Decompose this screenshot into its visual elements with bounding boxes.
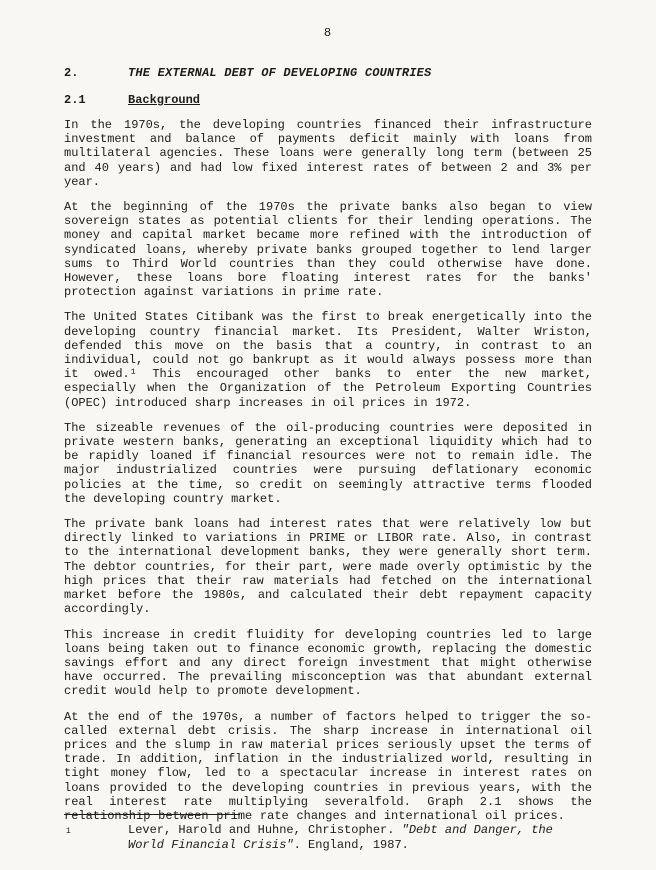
paragraph-2: At the beginning of the 1970s the private banks also began to view sovereign states as potential clients for their lending operations. The money and capital market became more refined with the introduction of syndicated loans, whereby private banks grouped together to lend larger sums to Third World countries than they could otherwise have done. However, these loans bore floating interest rates for the banks' protection against variations in prime rate. [64, 200, 592, 300]
subsection-heading [64, 93, 592, 107]
paragraph-4: The sizeable revenues of the oil-producing countries were deposited in private western banks, generating an exceptional liquidity which had to be rapidly loaned if financial resources were not to remain idle. The major industrialized countries were pursuing deflationary economic policies at the time, so credit on seemingly attractive terms flooded the developing country market. [64, 420, 592, 506]
page-number: 8 [323, 26, 333, 40]
footnote [64, 823, 592, 853]
subsection-title: Background [128, 93, 201, 107]
subsection-number: 2.1 [64, 93, 86, 107]
paragraph-3: The United States Citibank was the first to break energetically into the developing country financial market. Its President, Walter Wriston, defended this move on the basis that a country, in contrast to an individual, could not go bankrupt as it would always possess more than it owed.¹ This encouraged other banks to enter the new market, especially when the Organization of the Petroleum Exporting Countries (OPEC) introduced sharp increases in oil prices in 1972. [64, 310, 592, 410]
footnote-rule [64, 814, 240, 815]
footnote-citation-authors: Lever, Harold and Huhne, Christopher. [128, 823, 402, 837]
section-title: THE EXTERNAL DEBT OF DEVELOPING COUNTRIES [128, 66, 432, 80]
footnote-citation-tail: . England, 1987. [293, 838, 409, 852]
paragraph-5: The private bank loans had interest rates that were relatively low but directly linked to variations in PRIME or LIBOR rate. Also, in contrast to the international development banks, they were generally short term. The debtor countries, for their part, were made overly optimistic by the high prices that their raw materials had fetched on the international market before the 1980s, and calculated their debt repayment capacity accordingly. [64, 517, 592, 617]
footnote-area [64, 814, 592, 853]
footnote-marker: 1 [66, 827, 71, 836]
paragraph-6: This increase in credit fluidity for developing countries led to large loans being taken out to finance economic growth, replacing the domestic savings effort and any direct foreign investment that might otherwise have occurred. The prevailing misconception was that abundant external credit would help to promote development. [64, 627, 592, 699]
footnote-citation-title: "Debt and Danger, the World Financial Crisis" [128, 823, 553, 852]
paragraph-1: In the 1970s, the developing countries financed their infrastructure investment and balance of payments deficit mainly with loans from multilateral agencies. These loans were generally long term (between 25 and 40 years) and had low fixed interest rates of between 2 and 3% per year. [64, 118, 592, 189]
section-heading [64, 66, 592, 80]
section-number: 2. [64, 66, 79, 80]
paragraph-7: At the end of the 1970s, a number of factors helped to trigger the so-called external debt crisis. The sharp increase in international oil prices and the slump in raw material prices seriously upset the terms of trade. In addition, inflation in the industrialized world, resulting in tight money flow, led to a spectacular increase in interest rates on loans provided to the developing countries in previous years, with the real interest rate multiplying severalfold. Graph 2.1 shows the relationship between prime rate changes and international oil prices. [64, 709, 592, 823]
footnote-text [128, 823, 592, 853]
